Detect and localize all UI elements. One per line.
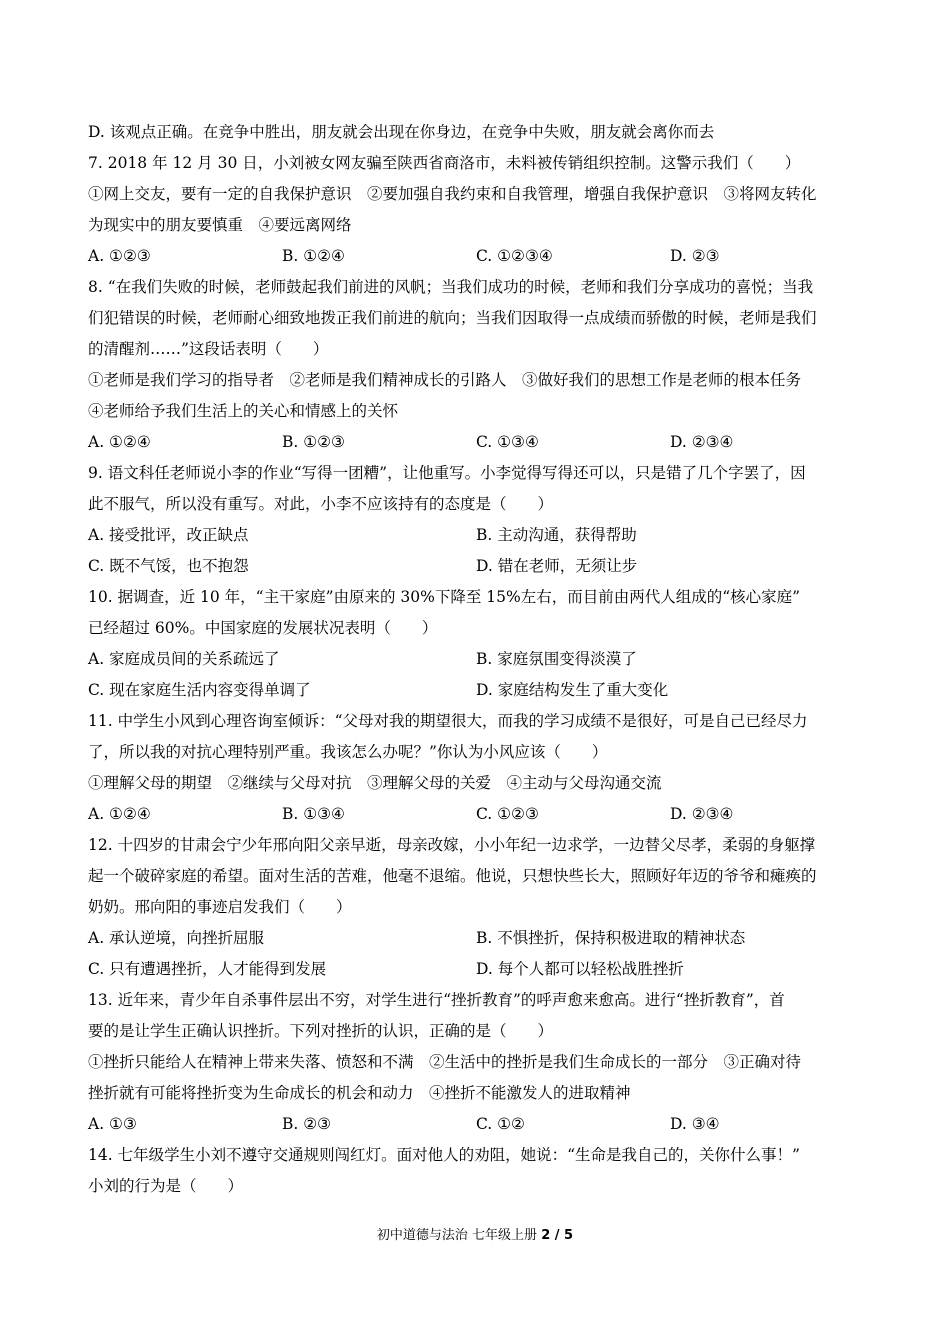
q6-option-d: D. 该观点正确。在竞争中胜出，朋友就会出现在你身边，在竞争中失败，朋友就会离你而去 <box>88 123 715 141</box>
q9-option-a: A. 接受批评，改正缺点 <box>88 526 249 544</box>
q11-stem-line-2: 了，所以我的对抗心理特别严重。我该怎么办呢？”你认为小风应该（ ） <box>88 743 608 761</box>
q9-options-row-2 <box>88 551 864 582</box>
question-8 <box>88 272 864 458</box>
q8-option-d: D. ②③④ <box>670 433 734 451</box>
q10-stem-line-2: 已经超过 60%。中国家庭的发展状况表明（ ） <box>88 619 438 637</box>
q14-stem-line-1: 14. 七年级学生小刘不遵守交通规则闯红灯。面对他人的劝阻，她说：“生命是我自己的，关你什么事！” <box>88 1146 800 1164</box>
q8-stem-line-2: 们犯错误的时候，老师耐心细致地拨正我们前进的航向；当我们因取得一点成绩而骄傲的时候，老师是我们 <box>88 309 817 327</box>
question-11 <box>88 706 864 830</box>
q9-option-d: D. 错在老师，无须让步 <box>476 557 638 575</box>
q11-stem-line-1: 11. 中学生小风到心理咨询室倾诉：“父母对我的期望很大，而我的学习成绩不是很好，可是自己已经尽力 <box>88 712 808 730</box>
q8-option-b: B. ①②③ <box>282 433 345 451</box>
question-13 <box>88 985 864 1140</box>
q7-option-b: B. ①②④ <box>282 247 345 265</box>
q13-options <box>88 1109 864 1140</box>
page-footer <box>0 1226 950 1246</box>
q8-option-a: A. ①②④ <box>88 433 151 451</box>
footer-title: 初中道德与法治 七年级上册 <box>376 1228 542 1243</box>
q12-stem-line-2: 起一个破碎家庭的希望。面对生活的苦难，他毫不退缩。他说，只想快些长大，照顾好年迈的爷爷和瘫痪的 <box>88 867 817 885</box>
q11-choices-line-1: ①理解父母的期望 ②继续与父母对抗 ③理解父母的关爱 ④主动与父母沟通交流 <box>88 774 662 792</box>
q13-option-a: A. ①③ <box>88 1115 137 1133</box>
q8-options <box>88 427 864 458</box>
q12-options-row-1 <box>88 923 864 954</box>
q9-options-row-1 <box>88 520 864 551</box>
q10-option-a: A. 家庭成员间的关系疏远了 <box>88 650 280 668</box>
q10-option-c: C. 现在家庭生活内容变得单调了 <box>88 681 311 699</box>
q7-option-a: A. ①②③ <box>88 247 151 265</box>
question-12 <box>88 830 864 985</box>
q13-option-d: D. ③④ <box>670 1115 720 1133</box>
q14-stem-line-2: 小刘的行为是（ ） <box>88 1177 244 1195</box>
q7-option-c: C. ①②③④ <box>476 247 553 265</box>
q9-stem-line-2: 此不服气，所以没有重写。对此，小李不应该持有的态度是（ ） <box>88 495 554 513</box>
q8-stem-line-1: 8. “在我们失败的时候，老师鼓起我们前进的风帆；当我们成功的时候，老师和我们分享成功的喜悦；当我 <box>88 278 814 296</box>
q12-option-b: B. 不惧挫折，保持积极进取的精神状态 <box>476 929 746 947</box>
q10-options-row-2 <box>88 675 864 706</box>
q8-choices-line-2: ④老师给予我们生活上的关心和情感上的关怀 <box>88 402 399 420</box>
q13-option-b: B. ②③ <box>282 1115 332 1133</box>
q7-stem: 7. 2018 年 12 月 30 日，小刘被女网友骗至陕西省商洛市，未料被传销组织控制。这警示我们（ ） <box>88 154 801 172</box>
q13-choices-line-2: 挫折就有可能将挫折变为生命成长的机会和动力 ④挫折不能激发人的进取精神 <box>88 1084 631 1102</box>
q7-choices-line-2: 为现实中的朋友要慎重 ④要远离网络 <box>88 216 352 234</box>
q13-choices-line-1: ①挫折只能给人在精神上带来失落、愤怒和不满 ②生活中的挫折是我们生命成长的一部分 ③正确对待 <box>88 1053 802 1071</box>
q12-option-a: A. 承认逆境，向挫折屈服 <box>88 929 265 947</box>
q7-choices-line-1: ①网上交友，要有一定的自我保护意识 ②要加强自我约束和自我管理，增强自我保护意识 ③将网友转化 <box>88 185 817 203</box>
q9-stem-line-1: 9. 语文科任老师说小李的作业“写得一团糟”，让他重写。小李觉得写得还可以，只是错了几个字罢了，因 <box>88 464 806 482</box>
q8-option-c: C. ①③④ <box>476 433 539 451</box>
q12-option-c: C. 只有遭遇挫折，人才能得到发展 <box>88 960 327 978</box>
q11-options <box>88 799 864 830</box>
page-number: 2 / 5 <box>541 1228 574 1243</box>
q11-option-d: D. ②③④ <box>670 805 734 823</box>
q7-options <box>88 241 864 272</box>
q7-option-d: D. ②③ <box>670 247 720 265</box>
q11-option-b: B. ①③④ <box>282 805 345 823</box>
q13-stem-line-1: 13. 近年来，青少年自杀事件层出不穷，对学生进行“挫折教育”的呼声愈来愈高。进行“挫折教育”，首 <box>88 991 785 1009</box>
q10-options-row-1 <box>88 644 864 675</box>
q11-option-a: A. ①②④ <box>88 805 151 823</box>
page-content <box>88 117 864 1202</box>
q13-stem-line-2: 要的是让学生正确认识挫折。下列对挫折的认识，正确的是（ ） <box>88 1022 554 1040</box>
question-10 <box>88 582 864 706</box>
q10-option-d: D. 家庭结构发生了重大变化 <box>476 681 669 699</box>
q12-stem-line-3: 奶奶。邢向阳的事迹启发我们（ ） <box>88 898 352 916</box>
question-9 <box>88 458 864 582</box>
q12-option-d: D. 每个人都可以轻松战胜挫折 <box>476 960 684 978</box>
question-7 <box>88 148 864 272</box>
q10-option-b: B. 家庭氛围变得淡漠了 <box>476 650 637 668</box>
q12-options-row-2 <box>88 954 864 985</box>
q9-option-c: C. 既不气馁，也不抱怨 <box>88 557 249 575</box>
q12-stem-line-1: 12. 十四岁的甘肃会宁少年邢向阳父亲早逝，母亲改嫁，小小年纪一边求学，一边替父尽孝，柔弱的身躯撑 <box>88 836 816 854</box>
q10-stem-line-1: 10. 据调查，近 10 年，“主干家庭”由原来的 30%下降至 15%左右，而目前由两代人组成的“核心家庭” <box>88 588 801 606</box>
q8-choices-line-1: ①老师是我们学习的指导者 ②老师是我们精神成长的引路人 ③做好我们的思想工作是老师的根本任务 <box>88 371 802 389</box>
q9-option-b: B. 主动沟通，获得帮助 <box>476 526 637 544</box>
q13-option-c: C. ①② <box>476 1115 525 1133</box>
question-14 <box>88 1140 864 1202</box>
q11-option-c: C. ①②③ <box>476 805 539 823</box>
q8-stem-line-3: 的清醒剂……”这段话表明（ ） <box>88 340 329 358</box>
